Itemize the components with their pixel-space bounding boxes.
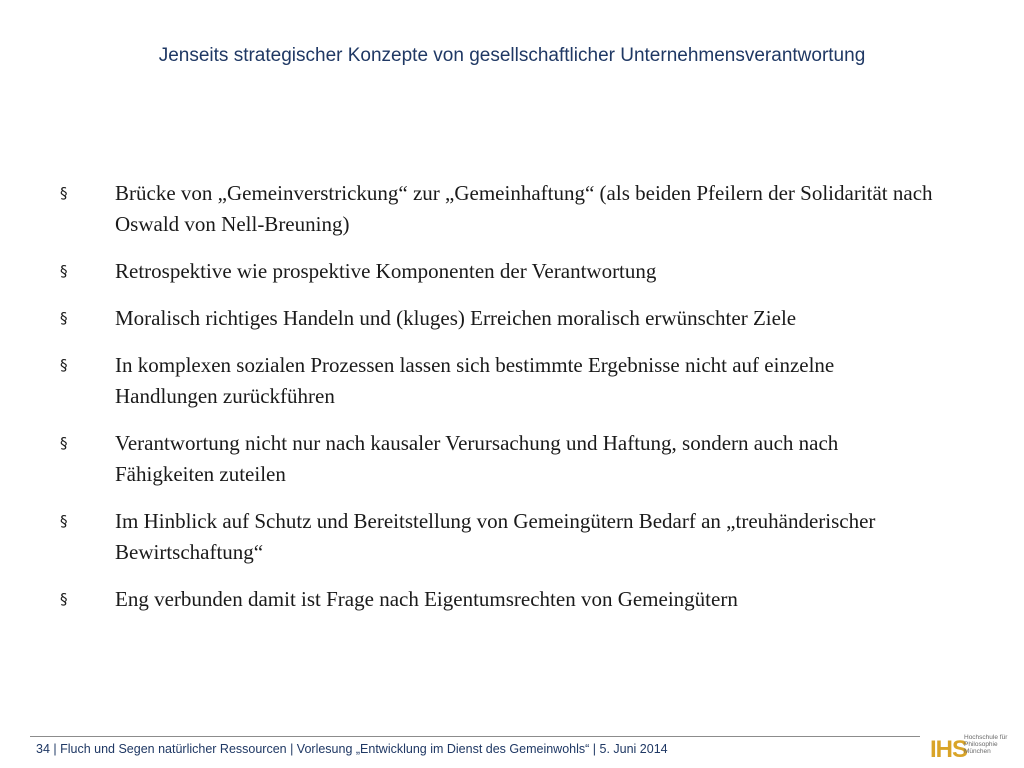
footer-divider bbox=[30, 736, 920, 737]
ihs-logo bbox=[930, 732, 1020, 768]
bullet-marker-icon: § bbox=[60, 184, 68, 202]
bullet-item bbox=[60, 178, 940, 240]
bullet-marker-icon: § bbox=[60, 590, 68, 608]
bullet-marker-icon: § bbox=[60, 262, 68, 280]
bullet-item bbox=[60, 428, 940, 490]
bullet-text: Verantwortung nicht nur nach kausaler Verursachung und Haftung, sondern auch nach Fähigkeiten zuteilen bbox=[115, 431, 839, 486]
bullet-text: Retrospektive wie prospektive Komponenten der Verantwortung bbox=[115, 259, 657, 283]
slide-title: Jenseits strategischer Konzepte von gesellschaftlicher Unternehmensverantwortung bbox=[158, 45, 866, 66]
bullet-text: Im Hinblick auf Schutz und Bereitstellung von Gemeingütern Bedarf an „treuhänderischer Bewirtschaftung“ bbox=[115, 509, 876, 564]
bullet-text: Eng verbunden damit ist Frage nach Eigentumsrechten von Gemeingütern bbox=[115, 587, 738, 611]
bullet-item bbox=[60, 350, 940, 412]
logo-subtitle: Hochschule für Philosophie München bbox=[964, 734, 1008, 755]
bullet-item bbox=[60, 303, 940, 334]
bullet-item bbox=[60, 506, 940, 568]
bullet-text: Moralisch richtiges Handeln und (kluges) Erreichen moralisch erwünschter Ziele bbox=[115, 306, 797, 330]
footer-text: 34 | Fluch und Segen natürlicher Ressourcen | Vorlesung „Entwicklung im Dienst des Gemeinwohls“ | 5. Juni 2014 bbox=[36, 742, 668, 756]
bullet-text: In komplexen sozialen Prozessen lassen sich bestimmte Ergebnisse nicht auf einzelne Handlungen zurückführen bbox=[115, 353, 835, 408]
bullet-marker-icon: § bbox=[60, 434, 68, 452]
bullet-marker-icon: § bbox=[60, 512, 68, 530]
bullet-item bbox=[60, 256, 940, 287]
bullet-marker-icon: § bbox=[60, 309, 68, 327]
logo-mark: IHS bbox=[930, 736, 968, 763]
bullet-marker-icon: § bbox=[60, 356, 68, 374]
bullet-text: Brücke von „Gemeinverstrickung“ zur „Gemeinhaftung“ (als beiden Pfeilern der Solidarität nach Oswald von Nell-Breuning) bbox=[115, 181, 933, 236]
bullet-list bbox=[60, 178, 940, 631]
bullet-item bbox=[60, 584, 940, 615]
